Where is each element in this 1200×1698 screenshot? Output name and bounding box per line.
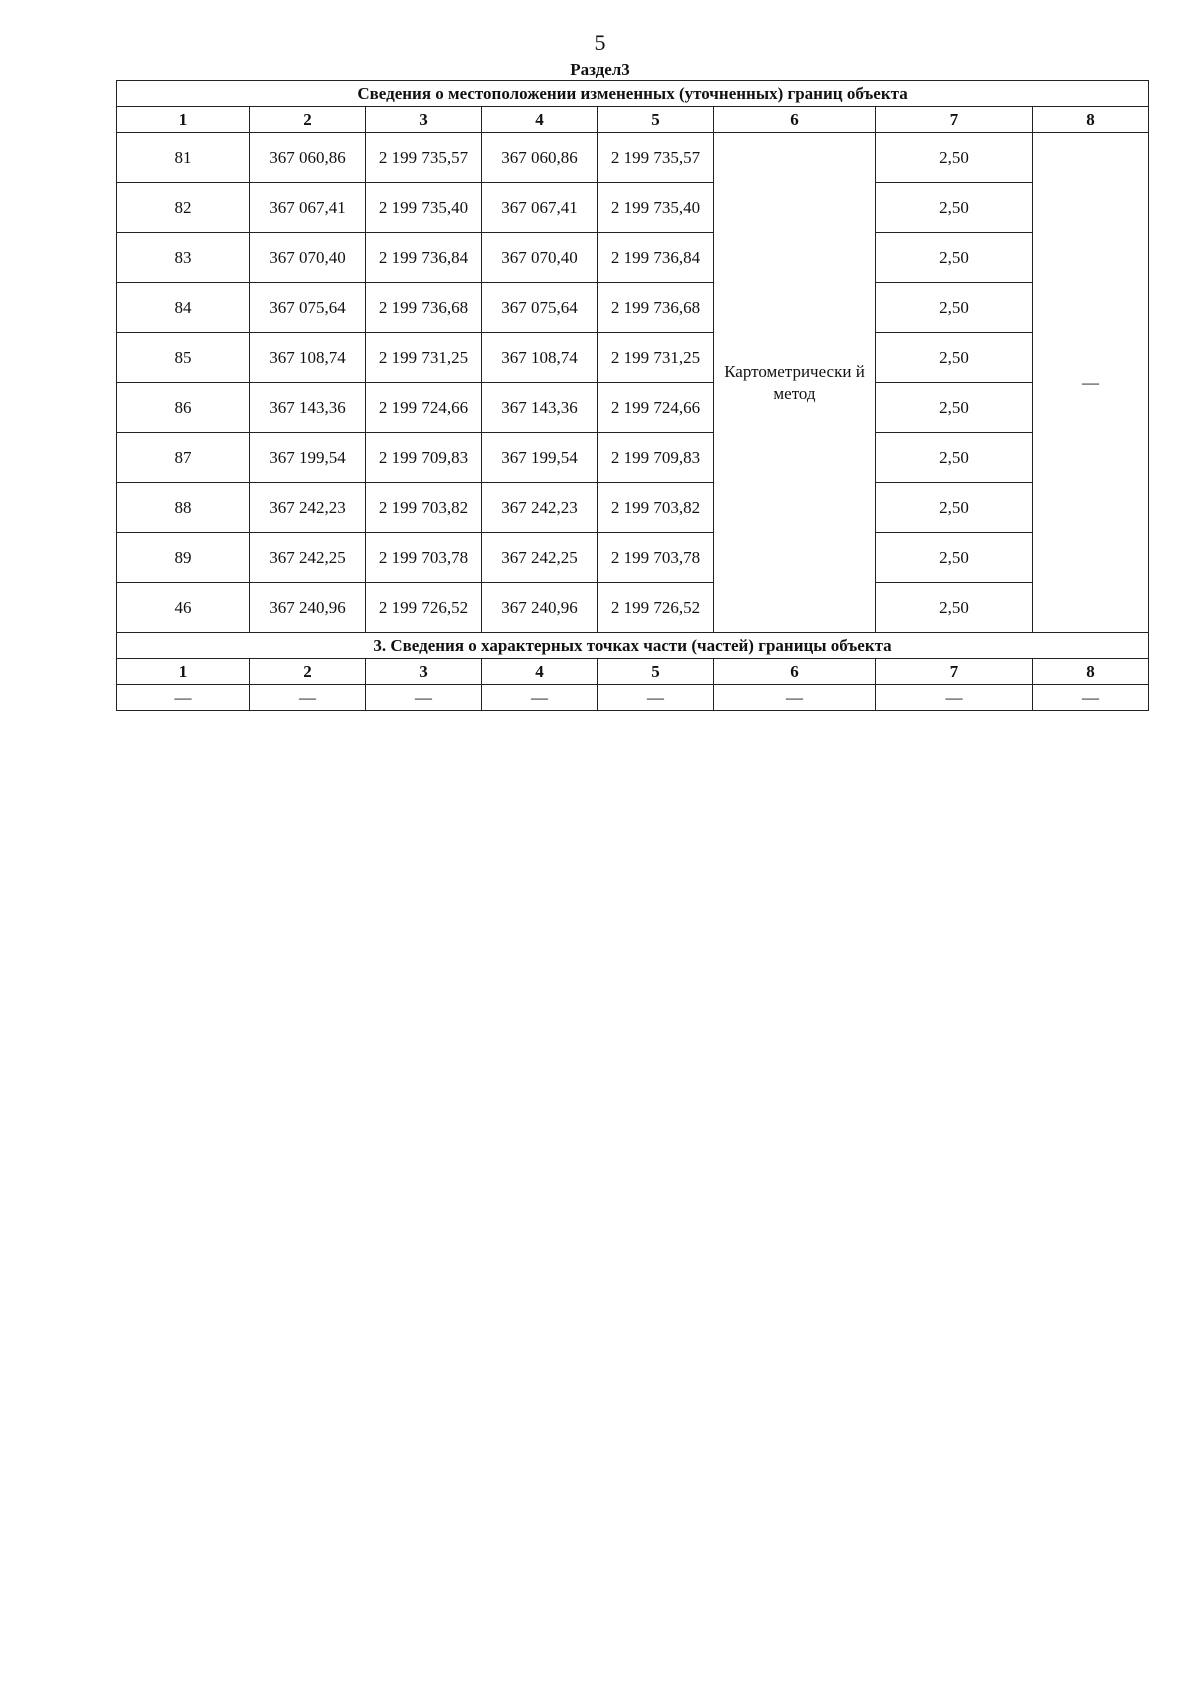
x-old-cell: 367 067,41 [250,183,366,233]
column-number: 8 [1033,107,1149,133]
column-number: 2 [250,107,366,133]
y-old-cell: 2 199 735,57 [366,133,482,183]
accuracy-cell: 2,50 [876,333,1033,383]
x-old-cell: 367 242,23 [250,483,366,533]
y-new-cell: 2 199 736,68 [598,283,714,333]
table1-caption: Сведения о местоположении измененных (уточненных) границ объекта [117,81,1149,107]
column-number: 1 [117,659,250,685]
accuracy-cell: 2,50 [876,533,1033,583]
x-new-cell: 367 060,86 [482,133,598,183]
table2-empty-row [117,685,1149,711]
point-number-cell: 89 [117,533,250,583]
table-row [117,483,1149,533]
accuracy-cell: 2,50 [876,283,1033,333]
table1-caption-row [117,81,1149,107]
x-old-cell: 367 075,64 [250,283,366,333]
table-row [117,183,1149,233]
empty-cell: — [250,685,366,711]
empty-cell: — [482,685,598,711]
table-row [117,233,1149,283]
empty-cell: — [117,685,250,711]
column-number: 3 [366,659,482,685]
y-old-cell: 2 199 703,78 [366,533,482,583]
point-number-cell: 82 [117,183,250,233]
column-number: 4 [482,659,598,685]
table2-caption-row [117,633,1149,659]
y-new-cell: 2 199 709,83 [598,433,714,483]
column-number: 7 [876,659,1033,685]
y-new-cell: 2 199 703,82 [598,483,714,533]
page-number: 5 [594,30,606,55]
y-old-cell: 2 199 724,66 [366,383,482,433]
x-new-cell: 367 067,41 [482,183,598,233]
y-new-cell: 2 199 735,57 [598,133,714,183]
table-row [117,333,1149,383]
y-new-cell: 2 199 731,25 [598,333,714,383]
column-number: 1 [117,107,250,133]
y-new-cell: 2 199 724,66 [598,383,714,433]
point-number-cell: 86 [117,383,250,433]
point-number-cell: 84 [117,283,250,333]
x-new-cell: 367 242,25 [482,533,598,583]
column-number: 3 [366,107,482,133]
y-old-cell: 2 199 736,68 [366,283,482,333]
table-row [117,433,1149,483]
y-old-cell: 2 199 726,52 [366,583,482,633]
x-old-cell: 367 242,25 [250,533,366,583]
table-row [117,283,1149,333]
boundary-table [116,80,1149,711]
x-new-cell: 367 199,54 [482,433,598,483]
table-row [117,533,1149,583]
section-title: Раздел3 [570,60,630,79]
table1-column-numbers-row [117,107,1149,133]
x-new-cell: 367 075,64 [482,283,598,333]
x-new-cell: 367 143,36 [482,383,598,433]
y-old-cell: 2 199 735,40 [366,183,482,233]
y-old-cell: 2 199 709,83 [366,433,482,483]
point-number-cell: 85 [117,333,250,383]
column-number: 5 [598,659,714,685]
boundary-table-body [117,81,1149,711]
point-number-cell: 81 [117,133,250,183]
y-new-cell: 2 199 703,78 [598,533,714,583]
point-number-cell: 87 [117,433,250,483]
x-old-cell: 367 143,36 [250,383,366,433]
x-old-cell: 367 060,86 [250,133,366,183]
accuracy-cell: 2,50 [876,433,1033,483]
empty-cell: — [714,685,876,711]
y-old-cell: 2 199 731,25 [366,333,482,383]
accuracy-cell: 2,50 [876,183,1033,233]
accuracy-cell: 2,50 [876,583,1033,633]
column-number: 8 [1033,659,1149,685]
x-new-cell: 367 240,96 [482,583,598,633]
point-number-cell: 83 [117,233,250,283]
x-old-cell: 367 199,54 [250,433,366,483]
x-old-cell: 367 108,74 [250,333,366,383]
column-number: 4 [482,107,598,133]
y-new-cell: 2 199 726,52 [598,583,714,633]
point-number-cell: 46 [117,583,250,633]
column-number: 6 [714,659,876,685]
accuracy-cell: 2,50 [876,383,1033,433]
y-old-cell: 2 199 736,84 [366,233,482,283]
column8-cell: — [1033,133,1149,633]
empty-cell: — [366,685,482,711]
x-new-cell: 367 242,23 [482,483,598,533]
y-new-cell: 2 199 736,84 [598,233,714,283]
x-old-cell: 367 070,40 [250,233,366,283]
x-new-cell: 367 108,74 [482,333,598,383]
point-number-cell: 88 [117,483,250,533]
empty-cell: — [876,685,1033,711]
x-old-cell: 367 240,96 [250,583,366,633]
y-new-cell: 2 199 735,40 [598,183,714,233]
accuracy-cell: 2,50 [876,133,1033,183]
empty-cell: — [1033,685,1149,711]
column-number: 2 [250,659,366,685]
column-number: 5 [598,107,714,133]
table-row [117,133,1149,183]
table2-column-numbers-row [117,659,1149,685]
column-number: 7 [876,107,1033,133]
table-row [117,583,1149,633]
empty-cell: — [598,685,714,711]
y-old-cell: 2 199 703,82 [366,483,482,533]
table-row [117,383,1149,433]
column-number: 6 [714,107,876,133]
method-cell: Картометрически й метод [714,133,876,633]
accuracy-cell: 2,50 [876,483,1033,533]
table2-caption: 3. Сведения о характерных точках части (частей) границы объекта [117,633,1149,659]
x-new-cell: 367 070,40 [482,233,598,283]
accuracy-cell: 2,50 [876,233,1033,283]
